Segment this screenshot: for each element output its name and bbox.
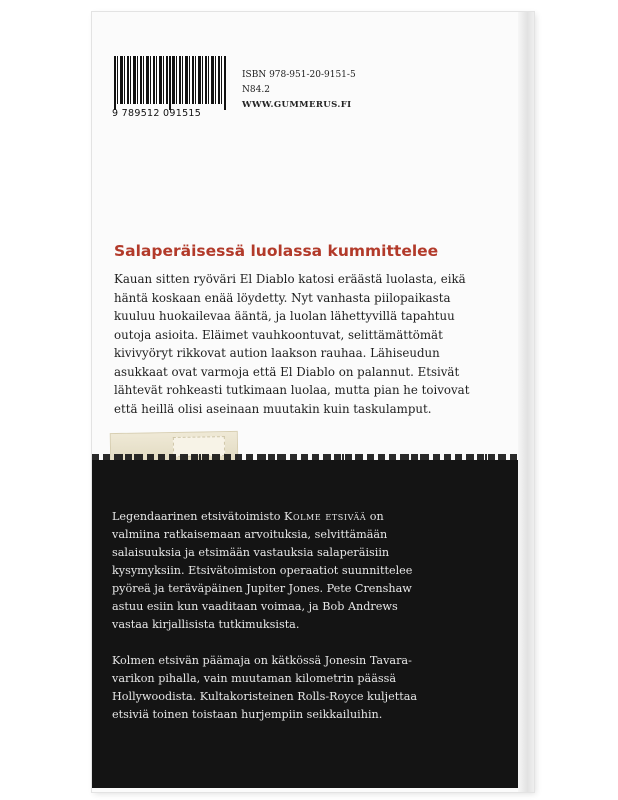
isbn-number: ISBN 978-951-20-9151-5: [242, 70, 356, 80]
isbn-block: [242, 68, 356, 113]
series-line: vastaa kirjallisista tutkimuksista.: [112, 618, 300, 631]
blurb-line: että heillä olisi aseinaan muutakin kuin taskulamput.: [114, 401, 432, 416]
blurb-line: kivivyöryt rikkovat aution laakson rauhaa. Lähiseudun: [114, 346, 440, 360]
series-description-panel: [92, 460, 518, 788]
blurb-line: Kauan sitten ryöväri El Diablo katosi eräästä luolasta, eikä: [114, 272, 466, 286]
book-back-cover: [92, 12, 534, 792]
blurb-headline: Salaperäisessä luolassa kummittelee: [114, 242, 439, 260]
series-intro-end: on: [366, 510, 384, 523]
blurb-text: [114, 270, 506, 418]
barcode-guard-left: [114, 56, 116, 110]
cover-edge: [518, 12, 534, 792]
blurb-line: häntä koskaan enää löydetty. Nyt vanhasta piilopaikasta: [114, 290, 451, 305]
series-line: astuu esiin kun vaaditaan voimaa, ja Bob Andrews: [112, 600, 398, 613]
barcode: [112, 56, 230, 122]
series-paragraph-1: [112, 508, 498, 634]
series-description-text: [112, 508, 498, 742]
barcode-number: 9 789512 091515: [112, 108, 202, 119]
series-line: kysymyksiin. Etsivätoimiston operaatiot suunnittelee: [112, 564, 413, 577]
series-line: Hollywoodista. Kultakoristeinen Rolls-Royce kuljettaa: [112, 690, 418, 703]
series-paragraph-2: [112, 652, 498, 724]
barcode-guard-right: [224, 56, 226, 110]
series-line: Kolmen etsivän päämaja on kätkössä Jonesin Tavara-: [112, 654, 412, 667]
publisher-url: WWW.GUMMERUS.FI: [242, 100, 352, 110]
library-class: N84.2: [242, 85, 270, 95]
series-line: salaisuuksia ja etsimään vastauksia salaperäisiin: [112, 546, 390, 559]
series-line: etsiviä toinen toistaan hurjempiin seikkailuihin.: [112, 708, 383, 721]
blurb-line: outoja asioita. Eläimet vauhkoontuvat, selittämättömät: [114, 327, 443, 342]
series-line: pyöreä ja teräväpäinen Jupiter Jones. Pete Crenshaw: [112, 582, 412, 595]
barcode-guard-center: [169, 56, 171, 110]
blurb-line: kuuluu huokailevaa ääntä, ja luolan lähettyvillä tapahtuu: [114, 309, 455, 323]
blurb-line: asukkaat ovat varmoja että El Diablo on palannut. Etsivät: [114, 364, 460, 379]
series-brand-name: Kolme etsivää: [284, 510, 367, 523]
blurb-line: lähtevät rohkeasti tutkimaan luolaa, mutta pian he toivovat: [114, 383, 470, 397]
series-line: varikon pihalla, vain muutaman kilometrin päässä: [112, 672, 397, 685]
series-line: valmiina ratkaisemaan arvoituksia, selvittämään: [112, 528, 388, 541]
series-intro: Legendaarinen etsivätoimisto: [112, 510, 285, 523]
